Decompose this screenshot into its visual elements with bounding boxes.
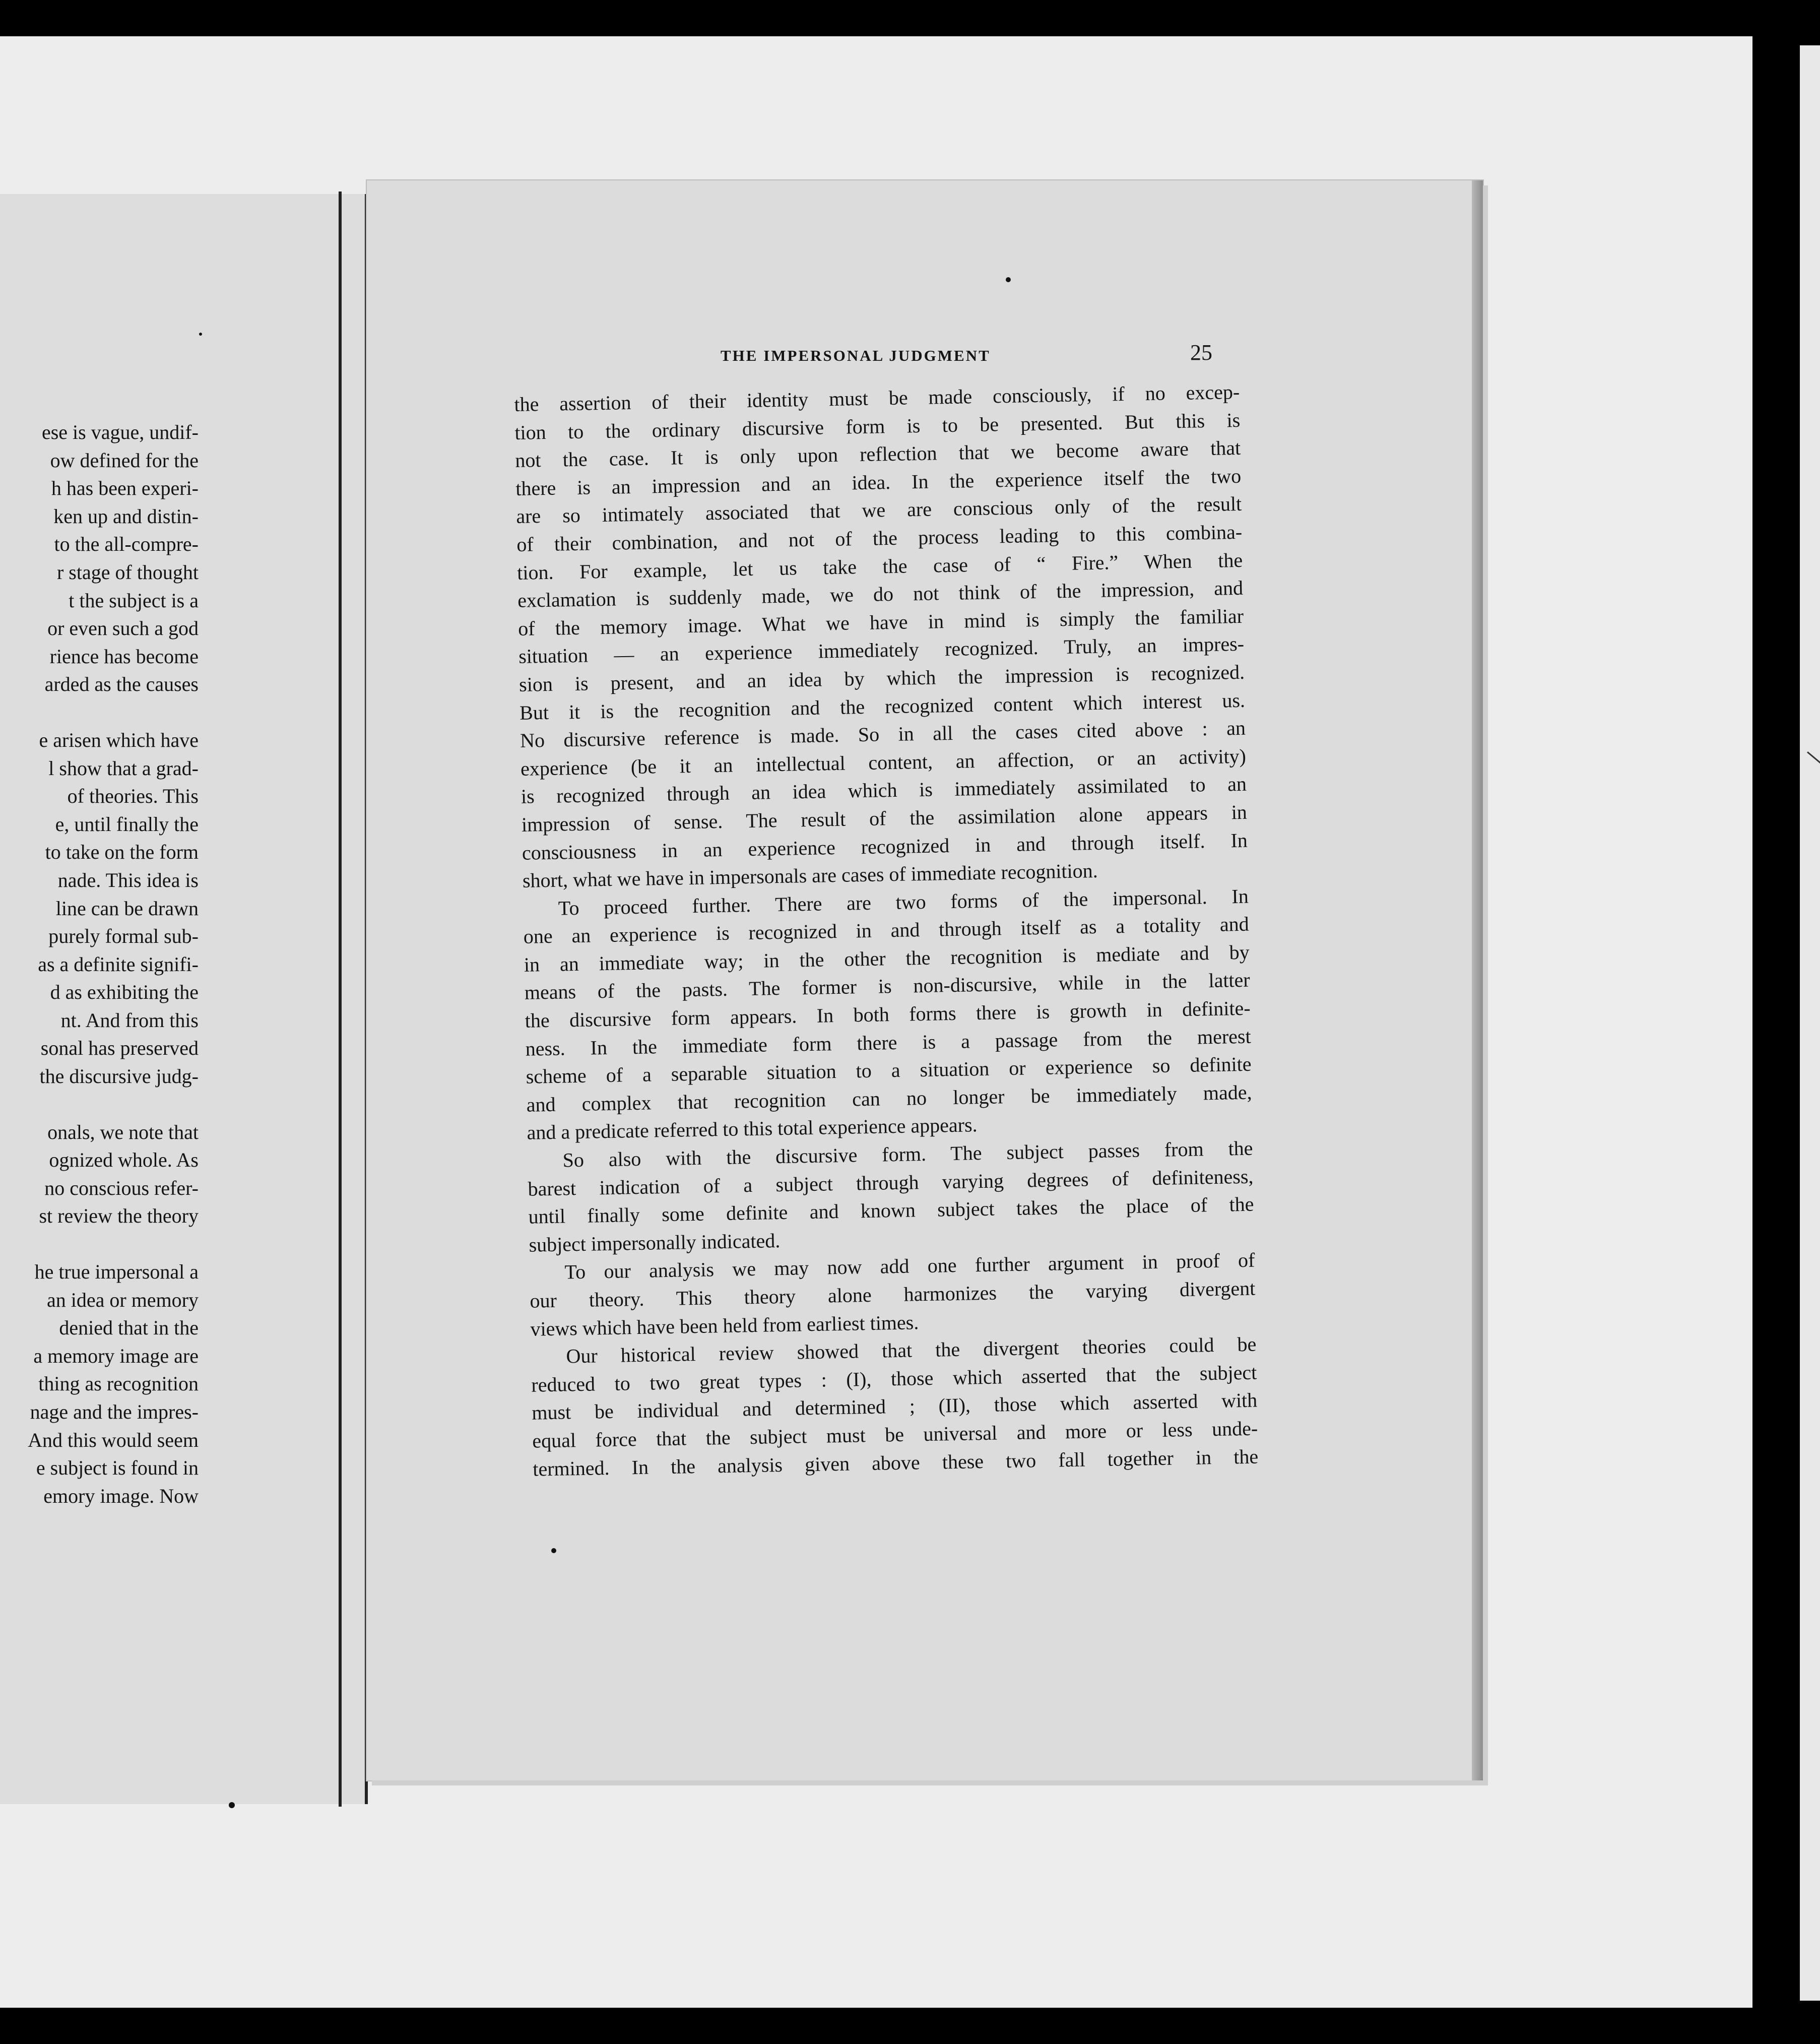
left-text-line: t the subject is a (69, 589, 199, 612)
text-line: subject impersonally indicated. (529, 1229, 781, 1256)
book-spine (339, 191, 342, 1807)
text-line: not the case. It is only upon reflection that we become aware that (515, 436, 1241, 472)
text-line: of their combination, and not of the process leading to this combina- (516, 520, 1243, 556)
text-line: exclamation is suddenly made, we do not think of the impression, and (517, 576, 1244, 612)
left-text-line: r stage of thought (56, 560, 199, 584)
left-text-line: sonal has preserved (40, 1037, 199, 1060)
speck (199, 333, 202, 336)
left-text-line: e arisen which have (39, 728, 199, 751)
text-line: reduced to two great types : (I), those which asserted that the subject (531, 1361, 1257, 1396)
left-text-line: arded as the causes (44, 673, 199, 696)
left-text-line: st review the theory (39, 1204, 199, 1228)
speck (551, 1548, 556, 1553)
body-text (514, 378, 1259, 1483)
text-line: views which have been held from earliest times. (530, 1310, 919, 1340)
left-text-line: emory image. Now (43, 1484, 199, 1507)
text-line: are so intimately associated that we are conscious only of the result (515, 492, 1242, 528)
left-text-line: line can be drawn (55, 897, 199, 920)
text-line: until finally some definite and known subject takes the place of the (528, 1192, 1254, 1228)
left-text-line: nade. This idea is (57, 868, 199, 891)
text-line: means of the pasts. The former is non-discursive, while in the latter (524, 969, 1251, 1004)
left-text-line: l show that a grad- (48, 756, 199, 780)
left-text-line: d as exhibiting the (50, 981, 199, 1004)
text-line: short, what we have in impersonals are cases of immediate recognition. (522, 859, 1098, 892)
left-text-line: no conscious refer- (44, 1176, 199, 1199)
speck (229, 1802, 235, 1808)
text-line: ness. In the immediate form there is a passage from the merest (525, 1025, 1251, 1060)
text-line: No discursive reference is made. So in all the cases cited above : an (519, 716, 1246, 752)
adjacent-frame-edge (1800, 45, 1820, 2001)
text-line: Our historical review showed that the divergent theories could be (566, 1332, 1257, 1368)
text-line: and complex that recognition can no longer be immediately made, (526, 1080, 1252, 1116)
text-line: sion is present, and an idea by which the impression is recognized. (518, 660, 1245, 696)
left-text-line: ow defined for the (50, 449, 199, 472)
film-border-bottom (0, 2008, 1820, 2044)
left-page-text (0, 418, 199, 1510)
text-line: in an immediate way; in the other the recognition is mediate and by (524, 940, 1250, 976)
text-line: consciousness in an experience recognized in and through itself. In (522, 828, 1248, 864)
film-border-top (0, 0, 1820, 36)
left-text-line: or even such a god (47, 617, 199, 640)
text-line: To proceed further. There are two forms of the impersonal. In (558, 884, 1249, 920)
text-line: impression of sense. The result of the assimilation alone appears in (521, 800, 1248, 836)
text-line: there is an impression and an idea. In the experience itself the two (515, 464, 1242, 500)
text-line: the discursive form appears. In both forms there is growth in definite- (525, 996, 1251, 1032)
left-text-line: And this would seem (28, 1428, 199, 1451)
left-text-line: purely formal sub- (48, 925, 199, 948)
text-line: But it is the recognition and the recognized content which interest us. (519, 688, 1246, 724)
text-line: the assertion of their identity must be made consciously, if no excep- (514, 380, 1240, 416)
text-line: So also with the discursive form. The subject passes from the (562, 1136, 1253, 1172)
left-text-line: rience has become (49, 645, 199, 668)
text-line: one an experience is recognized in and through itself as a totality and (523, 912, 1250, 948)
text-line: To our analysis we may now add one further argument in proof of (564, 1249, 1255, 1284)
left-text-line: ognized whole. As (49, 1148, 199, 1172)
left-text-line: h has been experi- (51, 477, 199, 500)
text-line: equal force that the subject must be universal and more or less unde- (532, 1417, 1258, 1452)
text-line: situation — an experience immediately recognized. Truly, an impres- (518, 632, 1245, 668)
text-line: scheme of a separable situation to a situation or experience so definite (526, 1052, 1252, 1089)
text-line: tion. For example, let us take the case of “ Fire.” When the (516, 548, 1243, 584)
left-page (0, 194, 368, 1804)
text-line: and a predicate referred to this total experience appears. (527, 1113, 978, 1144)
left-text-line: he true impersonal a (34, 1260, 199, 1284)
text-line: tion to the ordinary discursive form is to be presented. But this is (514, 408, 1241, 444)
left-text-line: ese is vague, undif- (41, 421, 199, 443)
text-line: experience (be it an intellectual content, an affection, or an activity) (520, 744, 1247, 780)
text-line: must be individual and determined ; (II), those which asserted with (532, 1388, 1258, 1425)
page-number: 25 (1190, 340, 1212, 365)
left-text-line: a memory image are (33, 1344, 199, 1367)
left-text-line: nt. And from this (60, 1008, 199, 1032)
left-text-line: of theories. This (67, 785, 199, 808)
left-text-line: an idea or memory (47, 1288, 199, 1311)
text-line: is recognized through an idea which is immediately assimilated to an (521, 773, 1247, 808)
text-line: termined. In the analysis given above these two fall together in the (532, 1445, 1259, 1481)
left-text-line: to take on the form (45, 841, 199, 864)
left-text-line: ken up and distin- (53, 504, 199, 528)
left-text-line: thing as recognition (38, 1372, 199, 1395)
left-text-line: as a definite signifi- (38, 952, 199, 976)
speck (1006, 277, 1011, 282)
left-text-line: e, until finally the (55, 812, 199, 836)
text-line: our theory. This theory alone harmonizes the varying divergent (530, 1276, 1256, 1312)
text-line: barest indication of a subject through varying degrees of definiteness, (528, 1165, 1254, 1200)
running-header: THE IMPERSONAL JUDGMENT (721, 347, 991, 364)
left-text-line: e subject is found in (36, 1456, 199, 1480)
left-text-line: denied that in the (59, 1316, 199, 1339)
left-text-line: onals, we note that (47, 1120, 199, 1143)
left-text-line: the discursive judg- (39, 1065, 199, 1088)
left-text-line: to the all-compre- (54, 533, 199, 556)
text-line: of the memory image. What we have in mind is simply the familiar (517, 604, 1244, 640)
left-text-line: nage and the impres- (30, 1400, 199, 1423)
